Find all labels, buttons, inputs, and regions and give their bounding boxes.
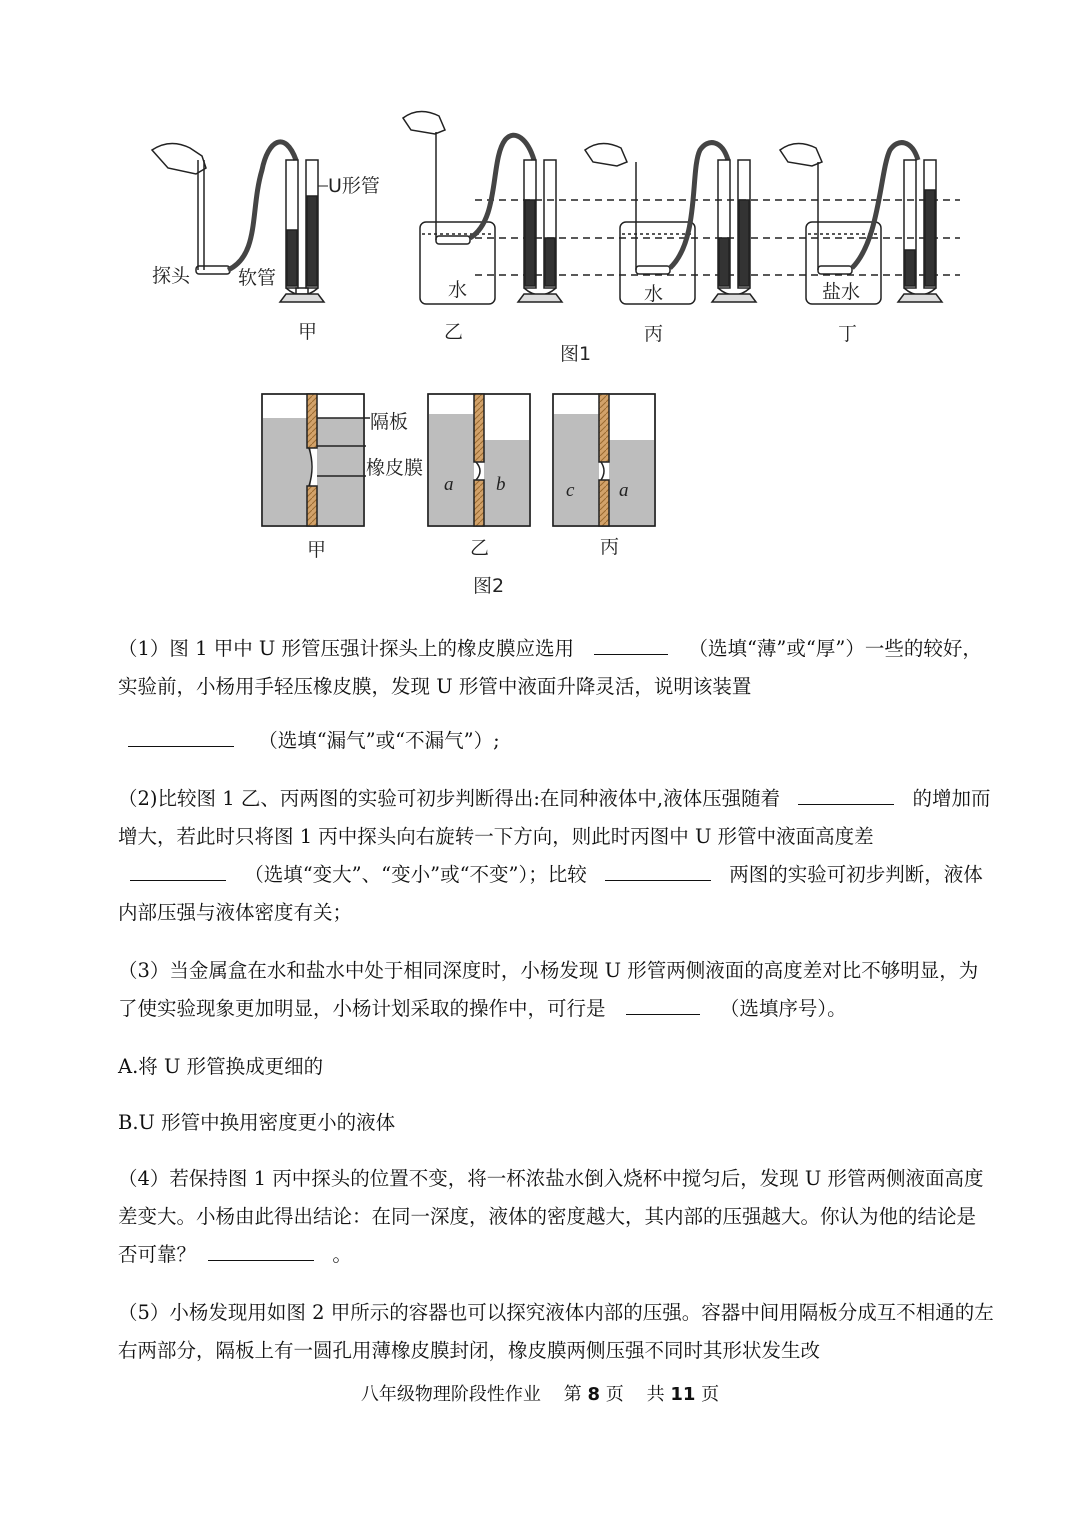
footer-page-suffix: 页	[605, 1384, 624, 1405]
question-2	[118, 780, 994, 932]
figure2	[262, 394, 655, 526]
footer-title: 八年级物理阶段性作业	[360, 1384, 541, 1405]
liquid-yi: 水	[448, 279, 468, 301]
figure-area	[0, 0, 1080, 610]
fig2-panel-yi	[428, 394, 530, 526]
fig1-panel-bing	[585, 143, 756, 304]
question-1	[118, 630, 994, 760]
figure2-caption: 图2	[473, 575, 505, 597]
option-a: A.将 U 形管换成更细的	[118, 1055, 324, 1078]
q2-blank-3[interactable]	[605, 858, 711, 881]
q1-blank-1[interactable]	[594, 632, 668, 655]
fig2-yi-right: b	[496, 474, 506, 495]
label-membrane: 橡皮膜	[366, 457, 424, 479]
fig2-bing-left: c	[566, 480, 575, 501]
footer-page-prefix: 第	[563, 1384, 582, 1405]
footer-page-number: 8	[587, 1384, 600, 1405]
q3-blank-1[interactable]	[626, 992, 700, 1015]
q4-text-a: （4）若保持图 1 丙中探头的位置不变，将一杯浓盐水倒入烧杯中搅匀后，发现 U 形管两侧液面高度差变大。小杨由此得出结论：在同一深度，液体的密度越大，其内部的压强越大。你认为他的结论是否可靠？	[118, 1167, 984, 1266]
q1-blank-2[interactable]	[128, 724, 234, 747]
fig2-panel-bing	[553, 394, 655, 526]
q1-text-b: （选填“薄”或“厚”）一些的较好，实验前，小杨用手轻压橡皮膜，发现 U 形管中液面升降灵活，说明该装置	[118, 637, 982, 698]
label-probe: 探头	[152, 265, 191, 287]
fig2-panel-label-jia: 甲	[307, 539, 327, 561]
fig2-panel-label-bing: 丙	[600, 536, 620, 558]
q1-text-a: （1）图 1 甲中 U 形管压强计探头上的橡皮膜应选用	[118, 637, 575, 660]
page-footer	[0, 1380, 1080, 1406]
fig2-yi-left: a	[444, 474, 454, 495]
q2-text-b: 的增加而增大，若此时只将图 1 丙中探头向右旋转一下方向，则此时丙图中 U 形管中液面高度差	[118, 787, 991, 848]
footer-total-prefix: 共	[646, 1384, 665, 1405]
q2-blank-2[interactable]	[130, 858, 226, 881]
footer-total-number: 11	[670, 1384, 696, 1405]
q3-text-a: （3）当金属盒在水和盐水中处于相同深度时，小杨发现 U 形管两侧液面的高度差对比不够明显，为了使实验现象更加明显，小杨计划采取的操作中，可行是	[118, 959, 979, 1020]
q4-blank-1[interactable]	[208, 1238, 314, 1261]
option-b: B.U 形管中换用密度更小的液体	[118, 1111, 396, 1134]
q2-text-d: 两图的实验可初步判断，液体内部压强与液体密度有关；	[118, 863, 983, 924]
panel-label-jia: 甲	[298, 321, 318, 343]
q3-text-b: （选填序号）。	[719, 997, 847, 1020]
panel-label-bing: 丙	[644, 323, 664, 345]
panel-label-yi: 乙	[444, 321, 464, 343]
q2-text-a: （2)比较图 1 乙、丙两图的实验可初步判断得出:在同种液体中,液体压强随着	[118, 787, 781, 810]
fig2-bing-right: a	[619, 480, 629, 501]
label-partition: 隔板	[370, 411, 409, 433]
panel-label-ding: 丁	[838, 323, 858, 345]
q1-text-c: （选填“漏气”或“不漏气”）;	[258, 729, 500, 752]
fig1-panel-ding	[780, 143, 942, 304]
label-u-tube: U形管	[328, 175, 380, 197]
question-5: （5）小杨发现用如图 2 甲所示的容器也可以探究液体内部的压强。容器中间用隔板分成互不相通的左右两部分，隔板上有一圆孔用薄橡皮膜封闭，橡皮膜两侧压强不同时其形状发生改	[118, 1301, 994, 1362]
fig2-panel-jia	[262, 394, 370, 526]
liquid-bing: 水	[644, 283, 664, 305]
footer-total-suffix: 页	[701, 1384, 720, 1405]
liquid-ding: 盐水	[822, 281, 861, 303]
question-3	[118, 952, 994, 1028]
figure1-caption: 图1	[560, 343, 592, 365]
question-4	[118, 1160, 994, 1274]
q2-blank-1[interactable]	[798, 782, 894, 805]
label-hose: 软管	[238, 267, 277, 289]
fig2-panel-label-yi: 乙	[470, 537, 490, 559]
q4-text-b: 。	[332, 1243, 352, 1266]
q2-text-c: （选填“变大”、“变小”或“不变”）；比较	[244, 863, 587, 886]
